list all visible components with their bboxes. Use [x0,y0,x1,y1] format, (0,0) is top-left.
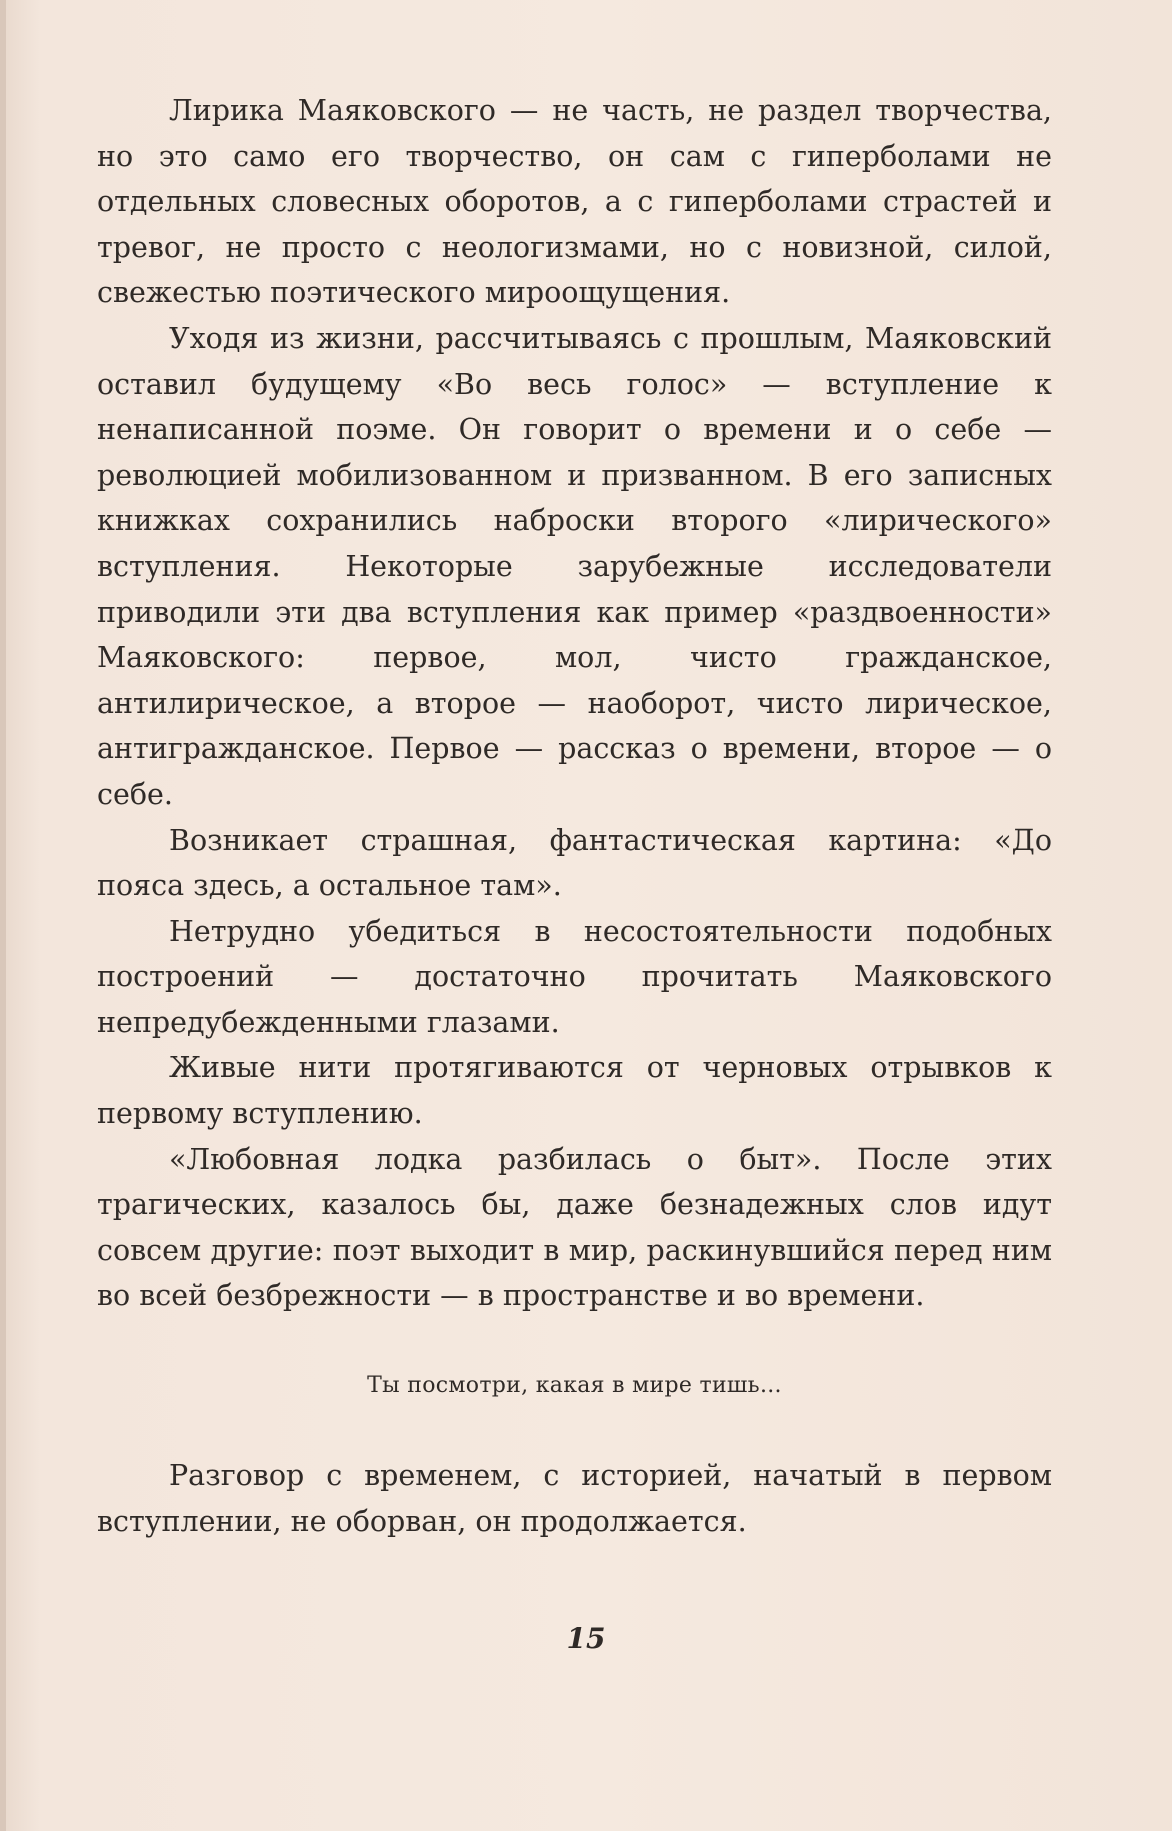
paragraph-leaving-life: Уходя из жизни, рассчитываясь с прошлым, Маяковский оставил будущему «Во весь голос» — вступление к ненаписанной поэме. Он говорит о времени и о себе — революцией мобилизованном и призванном. В его записных книжках сохранились наброски второго «лирического» вступления. Некоторые зарубежные исследователи приводили эти два вступления как пример «раздвоенности» Маяковского: первое, мол, чисто гражданское, антилирическое, а второе — наоборот, чисто лирическое, антигражданское. Первое — рассказ о времени, второе — о себе. [97,321,1052,811]
page-number: 15 [566,1622,606,1655]
page-edge-shadow [0,0,6,1831]
paragraph-love-boat: «Любовная лодка разбилась о быт». После этих трагических, казалось бы, даже безнадежных слов идут совсем другие: поэт выходит в мир, раскинувшийся перед ним во всей безбрежности — в пространстве и во времени. [97,1142,1052,1313]
page-body [97,88,1052,1544]
paragraph-fantastic-picture: Возникает страшная, фантастическая картина: «До пояса здесь, а остальное там». [97,823,1052,903]
verse-quote: Ты посмотри, какая в мире тишь... [367,1373,782,1399]
paragraph-living-threads: Живые нити протягиваются от черновых отрывков к первому вступлению. [97,1051,1052,1131]
paragraph-lyric: Лирика Маяковского — не часть, не раздел творчества, но это само его творчество, он сам с гиперболами не отдельных словесных оборотов, а с гиперболами страстей и тревог, не просто с неологизмами, но с новизной, силой, свежестью поэтического мироощущения. [97,94,1052,310]
paragraph-untenable-constructions: Нетрудно убедиться в несостоятельности подобных построений — достаточно прочитать Маяковского непредубежденными глазами. [97,914,1052,1039]
paragraph-conversation-with-time: Разговор с временем, с историей, начатый в первом вступлении, не оборван, он продолжается. [97,1459,1052,1538]
